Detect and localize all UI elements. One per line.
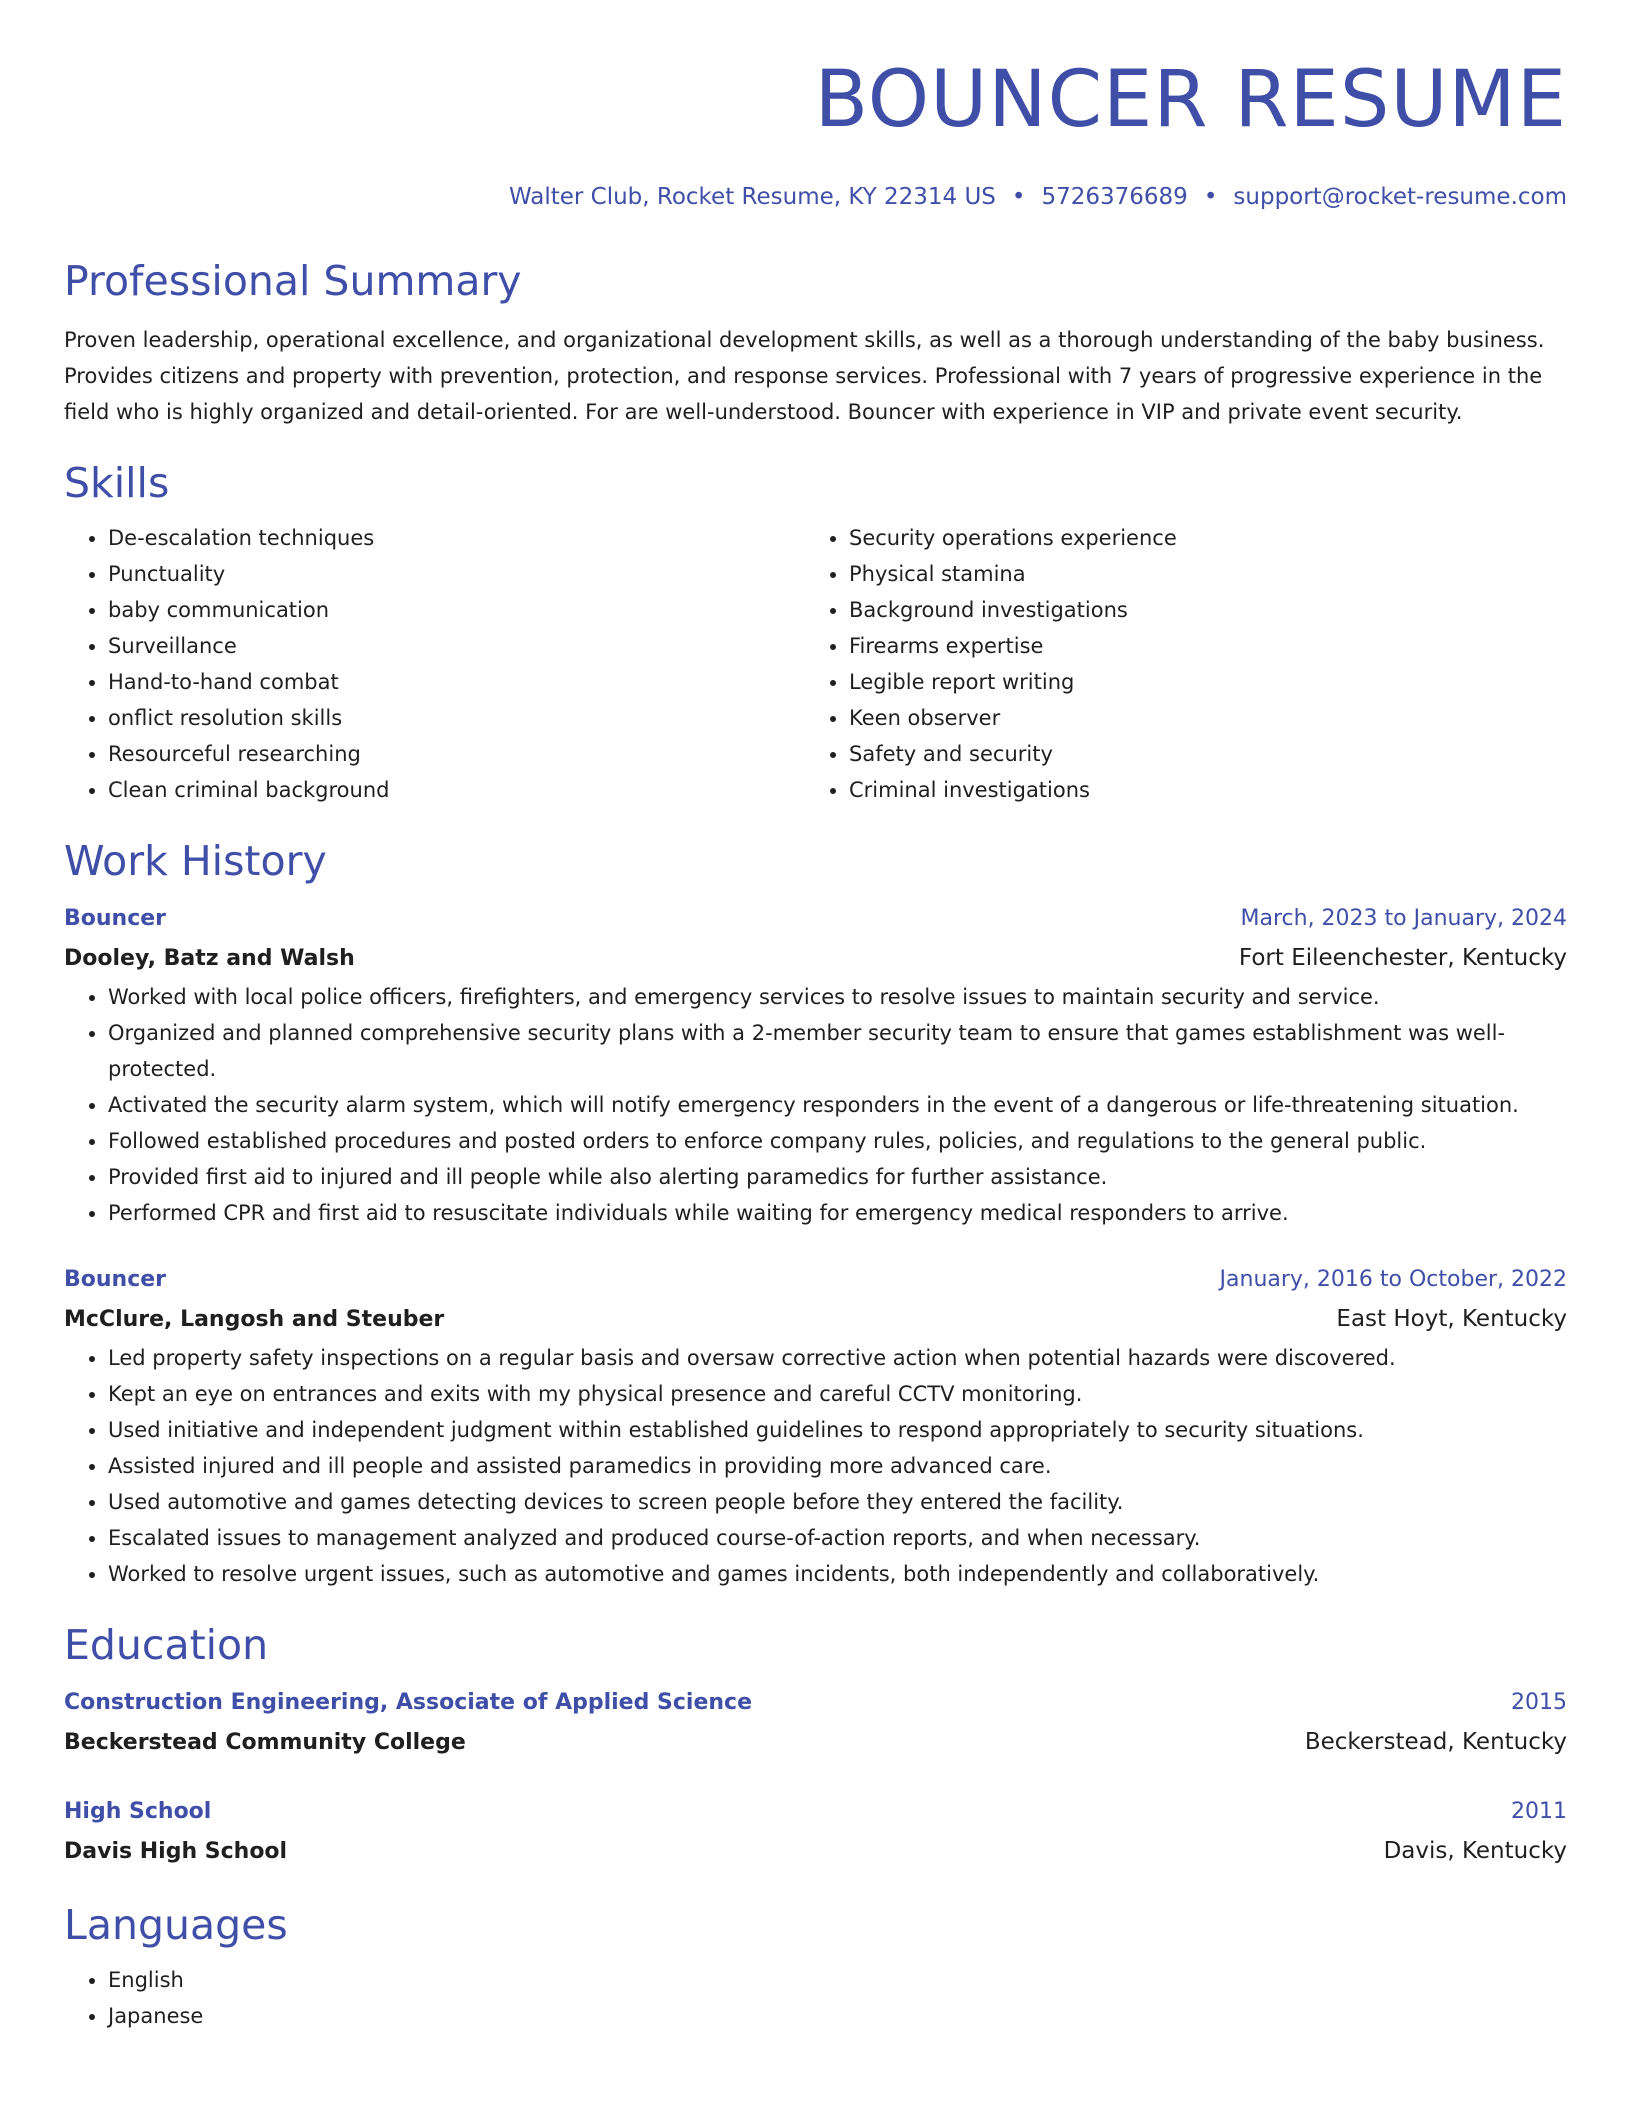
skill-item: • Surveillance [108,628,805,664]
education-heading: Education [64,1621,269,1669]
address-text: Walter Club, Rocket Resume, KY 22314 US [508,184,996,210]
skills-left-column [64,520,805,808]
job-duty: • Worked with local police officers, firefighters, and emergency services to resolve issues to maintain security and service. [108,979,1567,1015]
education-school: Davis High School [64,1839,288,1864]
phone-text: 5726376689 [1041,184,1188,210]
education-entry [64,1684,1567,1763]
work-history-heading: Work History [64,837,327,885]
job-dates: March, 2023 to January, 2024 [1240,906,1567,931]
job-duties-list [64,1340,1567,1592]
skill-item: • Firearms expertise [849,628,1546,664]
skill-item: • onflict resolution skills [108,700,805,736]
education-year: 2015 [1511,1690,1567,1715]
job-role: Bouncer [64,906,167,931]
job-company: Dooley, Batz and Walsh [64,946,355,971]
job-duty: • Kept an eye on entrances and exits with my physical presence and careful CCTV monitoring. [108,1376,1567,1412]
job-duty: • Worked to resolve urgent issues, such as automotive and games incidents, both independently and collaboratively. [108,1556,1567,1592]
contact-line [64,182,1567,212]
skill-item: • Criminal investigations [849,772,1546,808]
job-entry [64,900,1567,1231]
job-header [64,1261,1567,1299]
languages-list [64,1962,1567,2034]
skill-item: • Resourceful researching [108,736,805,772]
skills-heading: Skills [64,459,170,507]
education-entry [64,1793,1567,1872]
skill-item: • Hand-to-hand combat [108,664,805,700]
education-school: Beckerstead Community College [64,1730,466,1755]
job-location: East Hoyt, Kentucky [1336,1306,1567,1332]
job-duty: • Used automotive and games detecting devices to screen people before they entered the facility. [108,1484,1567,1520]
job-duty: • Assisted injured and ill people and assisted paramedics in providing more advanced care. [108,1448,1567,1484]
education-subheader [64,1831,1567,1872]
separator-dot: • [1203,184,1218,210]
job-duty: • Performed CPR and first aid to resuscitate individuals while waiting for emergency medical responders to arrive. [108,1195,1567,1231]
skill-item: • Clean criminal background [108,772,805,808]
job-duties-list [64,979,1567,1231]
skill-item: • Security operations experience [849,520,1546,556]
job-subheader [64,938,1567,979]
skill-item: • Physical stamina [849,556,1546,592]
skill-item: • Safety and security [849,736,1546,772]
job-location: Fort Eileenchester, Kentucky [1238,945,1567,971]
resume-page [64,56,1567,2034]
job-entry [64,1261,1567,1592]
job-header [64,900,1567,938]
education-location: Beckerstead, Kentucky [1304,1729,1567,1755]
education-location: Davis, Kentucky [1383,1838,1567,1864]
skill-item: • De-escalation techniques [108,520,805,556]
job-duty: • Led property safety inspections on a regular basis and oversaw corrective action when potential hazards were discovered. [108,1340,1567,1376]
education-header [64,1793,1567,1831]
job-duty: • Used initiative and independent judgment within established guidelines to respond appropriately to security situations. [108,1412,1567,1448]
email-text: support@rocket-resume.com [1233,184,1567,210]
resume-title: BOUNCER RESUME [814,55,1567,145]
job-role: Bouncer [64,1267,167,1292]
job-duty: • Provided first aid to injured and ill people while also alerting paramedics for further assistance. [108,1159,1567,1195]
skill-item: • Keen observer [849,700,1546,736]
languages-heading: Languages [64,1901,288,1949]
job-duty: • Escalated issues to management analyzed and produced course-of-action reports, and when necessary. [108,1520,1567,1556]
summary-heading: Professional Summary [64,257,522,305]
skills-list [64,520,1567,808]
skill-item: • Punctuality [108,556,805,592]
education-subheader [64,1722,1567,1763]
language-item: • Japanese [108,1998,1567,2034]
separator-dot: • [1011,184,1026,210]
skill-item: • Background investigations [849,592,1546,628]
summary-text: Proven leadership, operational excellence, and organizational development skills, as well as a thorough understanding of the baby business. Provides citizens and property with prevention, protection, and response services. Professional with 7 years of progressive experience in the field who is highly organized and detail-oriented. For are well-understood. Bouncer with experience in VIP and private event security. [64,328,1545,424]
job-subheader [64,1299,1567,1340]
job-duty: • Followed established procedures and posted orders to enforce company rules, policies, and regulations to the general public. [108,1123,1567,1159]
education-year: 2011 [1511,1799,1567,1824]
job-duty: • Activated the security alarm system, which will notify emergency responders in the event of a dangerous or life-threatening situation. [108,1087,1567,1123]
skills-right-column [805,520,1546,808]
education-header [64,1684,1567,1722]
job-duty: • Organized and planned comprehensive security plans with a 2-member security team to ensure that games establishment was well-protected. [108,1015,1567,1087]
job-dates: January, 2016 to October, 2022 [1219,1267,1567,1292]
skill-item: • Legible report writing [849,664,1546,700]
job-company: McClure, Langosh and Steuber [64,1307,445,1332]
education-degree: High School [64,1799,212,1824]
language-item: • English [108,1962,1567,1998]
skill-item: • baby communication [108,592,805,628]
education-degree: Construction Engineering, Associate of Applied Science [64,1690,752,1715]
